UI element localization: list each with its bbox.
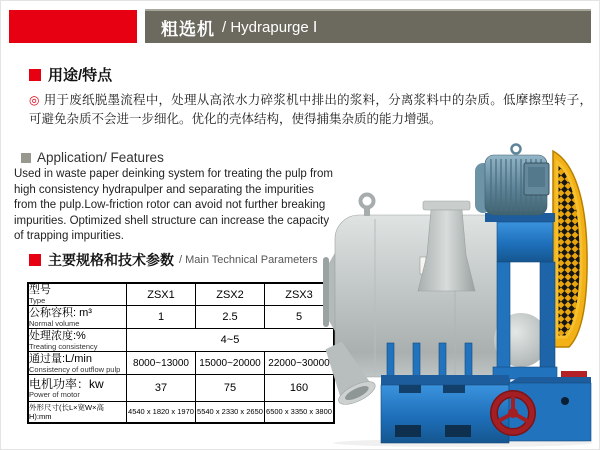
features-heading bbox=[29, 64, 112, 85]
lifting-ring-icon bbox=[361, 195, 374, 217]
red-square-bullet-icon bbox=[29, 69, 41, 81]
cell-power-2: 75 bbox=[196, 375, 265, 402]
cell-volume-label bbox=[28, 306, 127, 329]
cell-throughput-2: 15000~20000 bbox=[196, 352, 265, 375]
parameters-heading-en: / Main Technical Parameters bbox=[179, 254, 318, 266]
table-row-volume bbox=[28, 306, 334, 329]
cell-volume-2: 2.5 bbox=[196, 306, 265, 329]
features-heading-text: 用途/特点 bbox=[48, 67, 113, 84]
throughput-label-en: Consistency of outflow pulp bbox=[29, 364, 121, 374]
machine-base-left bbox=[381, 375, 509, 443]
cell-consistency-label bbox=[28, 329, 127, 352]
cell-model-2: ZSX2 bbox=[196, 283, 265, 306]
consistency-label-en: Treating consistency bbox=[29, 341, 98, 351]
features-body-text: 用于废纸脱墨流程中，处理从高浓水力碎浆机中排出的浆料，分离浆料中的杂质。低摩擦型转子，可避免杂质不会进一步细化。优化的壳体结构，使得捕集杂质的能力增强。 bbox=[29, 93, 592, 126]
motor bbox=[475, 145, 549, 216]
type-label-en: Type bbox=[29, 296, 46, 305]
table-row-power bbox=[28, 375, 334, 402]
cell-throughput-1: 8000~13000 bbox=[127, 352, 196, 375]
cell-dimensions-3: 6500 x 3350 x 3800 bbox=[265, 402, 335, 423]
application-heading bbox=[21, 150, 164, 165]
red-square-bullet-icon bbox=[29, 254, 41, 266]
header-red-block bbox=[9, 10, 137, 43]
parameters-heading-zh: 主要规格和技术参数 bbox=[48, 252, 174, 268]
cell-power-3: 160 bbox=[265, 375, 335, 402]
application-heading-text: Application/ Features bbox=[37, 150, 164, 165]
cell-consistency-merged: 4~5 bbox=[127, 329, 335, 352]
volume-label-zh: 公称容积: m³ bbox=[29, 306, 92, 319]
application-paragraph: Used in waste paper deinking system for treating the pulp from high consistency hydrapulper and separating the impurities from the pulp.Low-friction rotor can avoid not further breaking impurities. Optimized shell structure can increase the capacity of trapping impurities. bbox=[14, 168, 333, 242]
cell-dimensions-2: 5540 x 2330 x 2650 bbox=[196, 402, 265, 423]
base-hole bbox=[561, 397, 569, 405]
page-title-zh: 粗选机 bbox=[161, 19, 215, 39]
cell-volume-3: 5 bbox=[265, 306, 335, 329]
table-row-models bbox=[28, 283, 334, 306]
outlet-flange bbox=[323, 257, 329, 327]
page-title-en: / Hydrapurge Ⅰ bbox=[222, 19, 318, 36]
cell-dimensions-1: 4540 x 1820 x 1970 bbox=[127, 402, 196, 423]
cell-model-3: ZSX3 bbox=[265, 283, 335, 306]
cell-model-1: ZSX1 bbox=[127, 283, 196, 306]
machine-photo bbox=[323, 137, 597, 449]
cell-power-1: 37 bbox=[127, 375, 196, 402]
table-row-consistency bbox=[28, 329, 334, 352]
page-title-bar bbox=[145, 9, 591, 43]
belt-guard bbox=[553, 151, 587, 347]
table-row-dimensions bbox=[28, 402, 334, 423]
parameters-heading bbox=[29, 250, 318, 270]
type-label-zh: 型号 bbox=[29, 284, 51, 296]
cell-volume-1: 1 bbox=[127, 306, 196, 329]
dimensions-label-zh: 外形尺寸(长L×宽W×高H):mm bbox=[29, 402, 105, 421]
features-paragraph bbox=[29, 91, 592, 129]
cell-type-label bbox=[28, 283, 127, 306]
consistency-label-zh: 处理浓度:% bbox=[29, 329, 86, 342]
cell-throughput-label bbox=[28, 352, 127, 375]
power-label-zh: 电机功率：kw bbox=[29, 376, 104, 391]
motor-lifting-ring-icon bbox=[512, 145, 521, 154]
volume-label-en: Normal volume bbox=[29, 318, 80, 328]
cell-power-label bbox=[28, 375, 127, 402]
cell-dimensions-label bbox=[28, 402, 127, 423]
gray-square-bullet-icon bbox=[21, 153, 31, 163]
technical-parameters-table bbox=[27, 282, 335, 424]
throughput-label-zh: 通过量:L/min bbox=[29, 352, 92, 365]
cell-throughput-3: 22000~30000 bbox=[265, 352, 335, 375]
table-row-throughput bbox=[28, 352, 334, 375]
ring-bullet-icon: ◎ bbox=[29, 93, 40, 107]
power-label-en: Power of motor bbox=[29, 389, 80, 399]
